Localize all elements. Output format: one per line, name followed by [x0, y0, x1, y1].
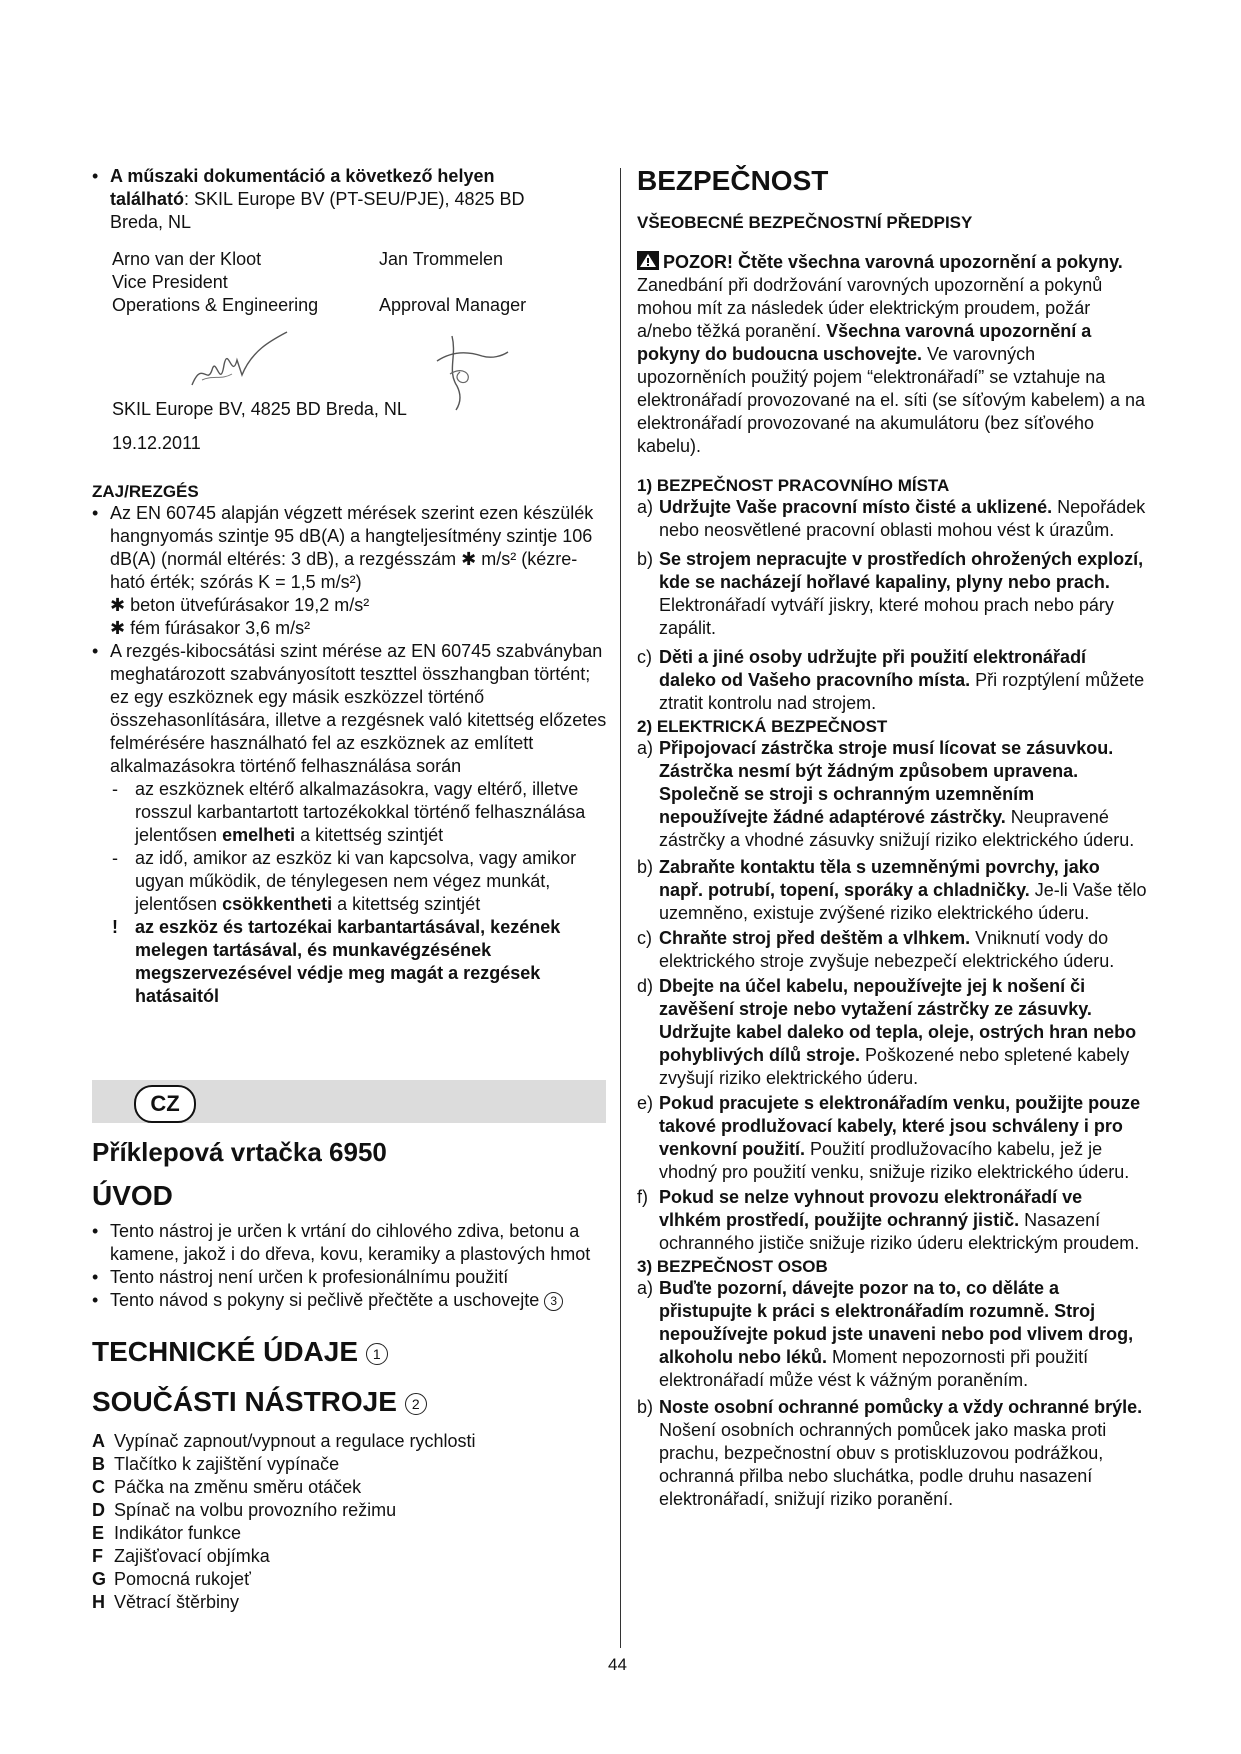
section2-heading: 2) ELEKTRICKÁ BEZPEČNOST	[637, 717, 888, 736]
intro-bullet3-text: Tento návod s pokyny si pečlivě přečtěte a uschovejte	[110, 1290, 540, 1310]
part-letter: H	[92, 1592, 105, 1612]
section1-item-b	[637, 548, 1147, 640]
part-letter: A	[92, 1431, 105, 1451]
parts-heading	[92, 1386, 608, 1418]
item-text: Neupravené zástrčky a vhodné zásuvky snižují riziko elektrického úderu.	[659, 807, 1135, 850]
section2-item-d	[637, 975, 1147, 1090]
item-label: c)	[637, 647, 652, 667]
signature2-image	[422, 326, 512, 411]
item-text: Poškozené nebo spletené kabely zvyšují riziko elektrického úderu.	[659, 1045, 1130, 1088]
item-label: b)	[637, 857, 654, 877]
part-item	[92, 1591, 608, 1614]
section1-item-a	[637, 496, 1147, 542]
figure-ref-3: 3	[544, 1292, 563, 1311]
item-label: b)	[637, 1397, 654, 1417]
section1-heading: 1) BEZPEČNOST PRACOVNÍHO MÍSTA	[637, 476, 950, 495]
section2-item-b	[637, 856, 1147, 925]
part-text: Indikátor funkce	[114, 1523, 242, 1543]
signature-date: 19.12.2011	[112, 433, 201, 453]
signer1-name: Arno van der Kloot	[112, 249, 262, 269]
intro-heading: ÚVOD	[92, 1180, 173, 1211]
item-text: Při rozptýlení můžete ztratit kontrolu nad strojem.	[659, 670, 1145, 713]
dash2-text-c: a kitettség szintjét	[332, 894, 481, 914]
signer2-title: Approval Manager	[379, 295, 527, 315]
item-bold: Pokud pracujete s elektronářadím venku, použijte pouze takové prodlužovací kabely, které jsou schváleny i pro venkovní použití.	[659, 1093, 1141, 1159]
signer1-title1: Vice President	[112, 272, 228, 292]
item-bold: Děti a jiné osoby udržujte při použití elektronářadí daleko od Vašeho pracovního místa.	[659, 647, 1087, 690]
item-bold: Udržujte Vaše pracovní místo čisté a uklizené.	[659, 497, 1053, 517]
company-line: SKIL Europe BV, 4825 BD Breda, NL	[112, 399, 407, 419]
signature-block	[92, 248, 608, 468]
page-number: 44	[608, 1655, 627, 1674]
item-label: a)	[637, 1278, 654, 1298]
part-letter: C	[92, 1477, 105, 1497]
signer2-name: Jan Trommelen	[379, 249, 504, 269]
noise-heading: ZAJ/REZGÉS	[92, 482, 199, 501]
item-label: a)	[637, 497, 654, 517]
item-label: c)	[637, 928, 652, 948]
item-label: b)	[637, 549, 654, 569]
part-item	[92, 1430, 608, 1453]
part-letter: E	[92, 1523, 105, 1543]
warning-bold1: POZOR! Čtěte všechna varovná upozornění a pokyny.	[663, 252, 1123, 272]
item-text: Moment nepozornosti při použití elektronářadí může vést k vážným poraněním.	[659, 1347, 1089, 1390]
part-letter: G	[92, 1569, 107, 1589]
item-text: Vniknutí vody do elektrického stroje zvyšuje nebezpečí elektrického úderu.	[659, 928, 1115, 971]
tech-doc-rest: : SKIL Europe BV (PT-SEU/PJE), 4825 BD Breda, NL	[110, 189, 525, 232]
part-item	[92, 1453, 608, 1476]
section3-heading: 3) BEZPEČNOST OSOB	[637, 1257, 828, 1276]
noise-star2: ✱ fém fúrásakor 3,6 m/s²	[110, 618, 311, 638]
intro-bullet1: • Tento nástroj je určen k vrtání do cihlového zdiva, betonu a kamene, jakož i do dřeva, kovu, keramiky a plastových hmot	[92, 1220, 608, 1266]
dash-item1: - az eszköznek eltérő alkalmazásokra, vagy eltérő, illetve rosszul karbantartott tartozékokkal történő felhasználása jelentősen emelheti a kitettség szintjét	[112, 779, 586, 845]
section3-item-a	[637, 1277, 1147, 1392]
part-text: Tlačítko k zajištění vypínače	[114, 1454, 340, 1474]
item-bold: Připojovací zástrčka stroje musí lícovat se zásuvkou. Zástrčka nesmí být žádným způsobem upravena. Společně se stroji s ochranným uzemněním nepoužívejte žádné adaptérové zástrčky.	[659, 738, 1114, 827]
left-lower-column	[92, 1137, 608, 1614]
section1-item-c	[637, 646, 1147, 715]
left-column	[92, 165, 608, 1008]
section2-item-f	[637, 1186, 1147, 1255]
part-text: Spínač na volbu provozního režimu	[114, 1500, 397, 1520]
warning-icon	[637, 251, 659, 270]
item-text: Nepořádek nebo neosvětlené pracovní oblasti mohou vést k úrazům.	[659, 497, 1146, 540]
intro-bullet3	[92, 1289, 608, 1312]
item-label: e)	[637, 1093, 654, 1113]
item-text: Použití prodlužovacího kabelu, jež je vhodný pro použití venku, snižuje riziko elektrického úderu.	[659, 1139, 1130, 1182]
exclamation-text: az eszköz és tartozékai karbantartásával, kezének melegen tartásával, és munkavégzésének megszervezésével védje meg magát a rezgések hatásaitól	[135, 917, 561, 1006]
part-item	[92, 1545, 608, 1568]
warning-text2: Ve varovných upozorněních použitý pojem “elektronářadí” se vztahuje na elektronářadí provozované na el. síti (se síťovým kabelem) a na elektronářadí provozované na akumulátoru (bez síťového kabelu).	[637, 344, 1145, 456]
dash1-bold: emelheti	[222, 825, 296, 845]
language-badge: CZ	[134, 1085, 196, 1123]
signature1-image	[182, 330, 292, 400]
part-letter: B	[92, 1454, 105, 1474]
item-label: f)	[637, 1187, 648, 1207]
item-bold: Noste osobní ochranné pomůcky a vždy ochranné brýle.	[659, 1397, 1143, 1417]
item-bold: Se strojem nepracujte v prostředích ohrožených explozí, kde se nacházejí hořlavé kapaliny, plyny nebo prach.	[659, 549, 1144, 592]
noise-paragraph1: • Az EN 60745 alapján végzett mérések szerint ezen készülék hangnyomás szintje 95 dB(A) a hangteljesítmény szintje 106 dB(A) (normál eltérés: 3 dB), a rezgésszám ✱ m/s² (kézre-ható érték; szórás K = 1,5 m/s²)	[92, 502, 608, 594]
dash-item2: - az idő, amikor az eszköz ki van kapcsolva, vagy amikor ugyan működik, de ténylegesen nem végez munkát, jelentősen csökkentheti a kitettség szintjét	[112, 848, 577, 914]
item-text: Je-li Vaše tělo uzemněno, existuje zvýšené riziko elektrického úderu.	[659, 880, 1147, 923]
safety-heading: BEZPEČNOST	[637, 165, 829, 196]
part-text: Zajišťovací objímka	[114, 1546, 270, 1566]
section2-item-a	[637, 737, 1147, 852]
safety-subheading: VŠEOBECNÉ BEZPEČNOSTNÍ PŘEDPISY	[637, 213, 973, 232]
figure-ref-2: 2	[405, 1393, 427, 1415]
dash1-text-c: a kitettség szintjét	[295, 825, 444, 845]
parts-list	[92, 1430, 608, 1614]
dash2-text-a: az idő, amikor az eszköz ki van kapcsolva, vagy amikor ugyan működik, de ténylegesen nem végez munkát, jelentősen	[135, 848, 577, 914]
tech-heading-text: TECHNICKÉ ÚDAJE	[92, 1336, 359, 1367]
item-bold: Zabraňte kontaktu těla s uzemněnými povrchy, jako např. potrubí, topení, sporáky a chladničky.	[659, 857, 1100, 900]
item-bold: Dbejte na účel kabelu, nepoužívejte jej k nošení či zavěšení stroje nebo vytažení zástrčky ze zásuvky. Udržujte kabel daleko od tepla, oleje, ostrých hran nebo pohyblivých dílů stroje.	[659, 976, 1137, 1065]
section2-item-c	[637, 927, 1147, 973]
product-title: Příklepová vrtačka 6950	[92, 1137, 387, 1167]
warning-paragraph	[637, 251, 1147, 458]
section3-item-b	[637, 1396, 1147, 1511]
column-divider	[620, 168, 621, 1648]
item-bold: Chraňte stroj před deštěm a vlhkem.	[659, 928, 971, 948]
item-label: d)	[637, 976, 654, 996]
part-text: Vypínač zapnout/vypnout a regulace rychlosti	[114, 1431, 476, 1451]
part-item	[92, 1499, 608, 1522]
part-item	[92, 1476, 608, 1499]
noise-paragraph2: • A rezgés-kibocsátási szint mérése az EN 60745 szabványban meghatározott szabványosított teszttel összhangban történt; ez egy eszköznek egy másik eszközzel történő összehasonlítására, illetve a rezgésnek való kitettség előzetes felmérésére használható fel az eszköznek az említett alkalmazásokra történő felhasználása során	[92, 640, 608, 778]
dash1-text-a: az eszköznek eltérő alkalmazásokra, vagy eltérő, illetve rosszul karbantartott tartozékokkal történő felhasználása jelentősen	[135, 779, 586, 845]
warning-text1: Zanedbání při dodržování varovných upozornění a pokynů mohou mít za následek úder elektrickým proudem, požár a/nebo těžká poranění.	[637, 275, 1103, 341]
dash2-bold: csökkentheti	[222, 894, 333, 914]
signer1-title2: Operations & Engineering	[112, 295, 319, 315]
part-text: Větrací štěrbiny	[114, 1592, 240, 1612]
item-bold: Buďte pozorní, dávejte pozor na to, co děláte a přistupujte k práci s elektronářadím rozumně. Stroj nepoužívejte pokud jste unaveni nebo pod vlivem drog, alkoholu nebo léků.	[659, 1278, 1134, 1367]
parts-heading-text: SOUČÁSTI NÁSTROJE	[92, 1386, 397, 1417]
part-letter: F	[92, 1546, 103, 1566]
tech-heading	[92, 1336, 608, 1368]
item-text: Elektronářadí vytváří jiskry, které mohou prach nebo páry zapálit.	[659, 595, 1114, 638]
item-bold: Pokud se nelze vyhnout provozu elektronářadí ve vlhkém prostředí, použijte ochranný jistič.	[659, 1187, 1083, 1230]
section2-item-e	[637, 1092, 1147, 1184]
part-text: Pomocná rukojeť	[114, 1569, 251, 1589]
exclamation-note: ! az eszköz és tartozékai karbantartásával, kezének melegen tartásával, és munkavégzésének megszervezésével védje meg magát a rezgések hatásaitól	[112, 917, 561, 1006]
part-letter: D	[92, 1500, 105, 1520]
tech-doc-bullet	[92, 165, 608, 234]
part-item	[92, 1522, 608, 1545]
item-label: a)	[637, 738, 654, 758]
item-text: Nošení osobních ochranných pomůcek jako maska proti prachu, bezpečnostní obuv s protiskluzovou podrážkou, ochranná přilba nebo sluchátka, podle druhu nasazení elektronářadí, snižují riziko poranění.	[659, 1420, 1107, 1509]
part-item	[92, 1568, 608, 1591]
tech-doc-bold: A műszaki dokumentáció a következő helyen található	[110, 166, 495, 209]
intro-bullet2: • Tento nástroj není určen k profesionálnímu použití	[92, 1266, 608, 1289]
figure-ref-1: 1	[366, 1343, 388, 1365]
right-column	[637, 165, 1147, 1511]
warning-bold2: Všechna varovná upozornění a pokyny do budoucna uschovejte.	[637, 321, 1092, 364]
noise-star1: ✱ beton ütvefúrásakor 19,2 m/s²	[110, 595, 370, 615]
language-band	[92, 1080, 606, 1123]
item-text: Nasazení ochranného jističe snižuje riziko úderu elektrickým proudem.	[659, 1210, 1140, 1253]
part-text: Páčka na změnu směru otáček	[114, 1477, 362, 1497]
